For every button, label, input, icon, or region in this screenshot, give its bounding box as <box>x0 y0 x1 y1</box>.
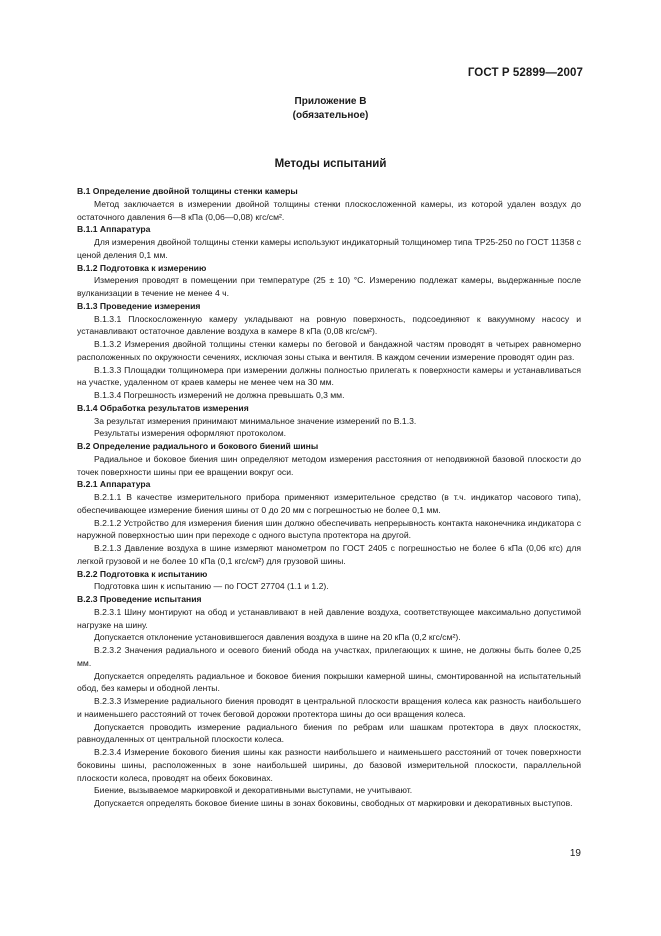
heading-b2-2: В.2.2 Подготовка к испытанию <box>77 568 208 579</box>
paragraph: В.1.3.2 Измерения двойной толщины стенки камеры по беговой и бандажной частям проводят в четырех равномерно расположенных по окружности сечениях, исключая зоны стыка и вентиля. В каждом сечении измерение проводят один раз. <box>77 339 581 362</box>
appendix-title: Приложение В <box>294 96 367 107</box>
heading-b1-2: В.1.2 Подготовка к измерению <box>77 262 207 273</box>
heading-b1-4: В.1.4 Обработка результатов измерения <box>77 402 249 413</box>
paragraph: В.1.3.3 Площадки толщиномера при измерении должны полностью прилегать к поверхности камеры и устанавливаться на участке, удаленном от краев камеры не менее чем на 30 мм. <box>77 364 581 388</box>
page-number: 19 <box>569 848 581 859</box>
paragraph: Допускается проводить измерение радиального биения по ребрам или шашкам протектора в двух плоскостях, равноудаленных от центральной плоскости колеса. <box>77 721 581 745</box>
paragraph: Радиальное и боковое биения шин определяют методом измерения расстояния от неподвижной базовой плоскости до точек поверхности шины при ее вращении вокруг оси. <box>77 453 581 477</box>
paragraph: В.2.1.3 Давление воздуха в шине измеряют манометром по ГОСТ 2405 с погрешностью не более 6 кПа (0,06 кгс) для легкой грузовой и не более 10 кПа (0,1 кгс/см²) для грузовой шины. <box>77 543 581 566</box>
paragraph: Допускается определять радиальное и боковое биения покрышки камерной шины, смонтированной на испытательный обод, без камеры и ободной ленты. <box>77 670 581 694</box>
paragraph: Биение, вызываемое маркировкой и декоративными выступами, не учитывают. <box>94 785 413 796</box>
document-body <box>77 185 581 810</box>
heading-b2: В.2 Определение радиального и бокового биений шины <box>77 441 319 451</box>
paragraph: В.1.3.1 Плоскосложенную камеру укладывают на ровную поверхность, подсоединяют к вакуумному насосу и устанавливают остаточное давление воздуха в камере 8 кПа (0,08 кгс/см²). <box>77 313 581 337</box>
paragraph: Допускается отклонение установившегося давления воздуха в шине на 20 кПа (0,2 кгс/см²). <box>94 632 461 643</box>
paragraph: Допускается определять боковое биение шины в зонах боковины, свободных от маркировки и декоративных выступов. <box>94 798 573 808</box>
paragraph <box>77 198 581 224</box>
paragraph: В.2.3.1 Шину монтируют на обод и устанавливают в ней давление воздуха, соответствующее максимально допустимой нагрузке на шину. <box>77 606 581 630</box>
heading-b1-1: В.1.1 Аппаратура <box>77 224 151 235</box>
paragraph: Подготовка шин к испытанию — по ГОСТ 27704 (1.1 и 1.2). <box>94 581 329 592</box>
paragraph: В.2.3.4 Измерение бокового биения шины как разности наибольшего и наименьшего расстояний от точек поверхности боковины шины, расположенных в зоне наибольшей ширины, до базовой измерительной плоскости, параллельной плоскости колеса, проводят на обеих боковинах. <box>77 747 581 783</box>
heading-b1: В.1 Определение двойной толщины стенки камеры <box>77 186 298 196</box>
paragraph: В.2.1.1 В качестве измерительного прибора применяют измерительное средство (в т.ч. индикатор часового типа), обеспечивающее измерение биения шины от 0 до 20 мм с погрешностью не более 0,1 мм. <box>77 492 581 515</box>
appendix-status: (обязательное) <box>292 110 369 121</box>
heading-b2-3: В.2.3 Проведение испытания <box>77 594 202 604</box>
paragraph: В.2.3.2 Значения радиального и осевого биений обода на участках, прилегающих к шине, не должны быть более 0,25 мм. <box>77 645 581 668</box>
paragraph: За результат измерения принимают минимальное значение измерений по В.1.3. <box>94 415 417 426</box>
paragraph: Для измерения двойной толщины стенки камеры используют индикаторный толщиномер типа ТР25-250 по ГОСТ 11358 с ценой деления 0,1 мм. <box>77 237 581 260</box>
paragraph: Измерения проводят в помещении при температуре (25 ± 10) °С. Измерению подлежат камеры, выдержанные после вулканизации в течение не менее 4 ч. <box>77 275 581 298</box>
paragraph: В.2.3.3 Измерение радиального биения проводят в центральной плоскости вращения колеса как разность наибольшего и наименьшего расстояний от точек беговой дорожки протектора шины до оси вращения колеса. <box>77 696 581 719</box>
heading-b1-3: В.1.3 Проведение измерения <box>77 300 201 311</box>
section-title: Методы испытаний <box>274 158 387 170</box>
paragraph: В.2.1.2 Устройство для измерения биения шин должно обеспечивать непрерывность контакта наконечника индикатора с наружной поверхностью шин при переходе с одного выступа протектора на другой. <box>77 517 581 541</box>
paragraph: В.1.3.4 Погрешность измерений не должна превышать 0,3 мм. <box>94 390 345 400</box>
heading-b2-1: В.2.1 Аппаратура <box>77 479 151 490</box>
document-id: ГОСТ Р 52899—2007 <box>467 67 583 79</box>
paragraph: Результаты измерения оформляют протоколом. <box>94 428 287 439</box>
paragraph-text: Метод заключается в измерении двойной толщины стенки плоскосложенной камеры, из которой удален воздух до остаточного давления 6—8 кПа (0,06—0,08) кгс/см². <box>77 198 581 222</box>
